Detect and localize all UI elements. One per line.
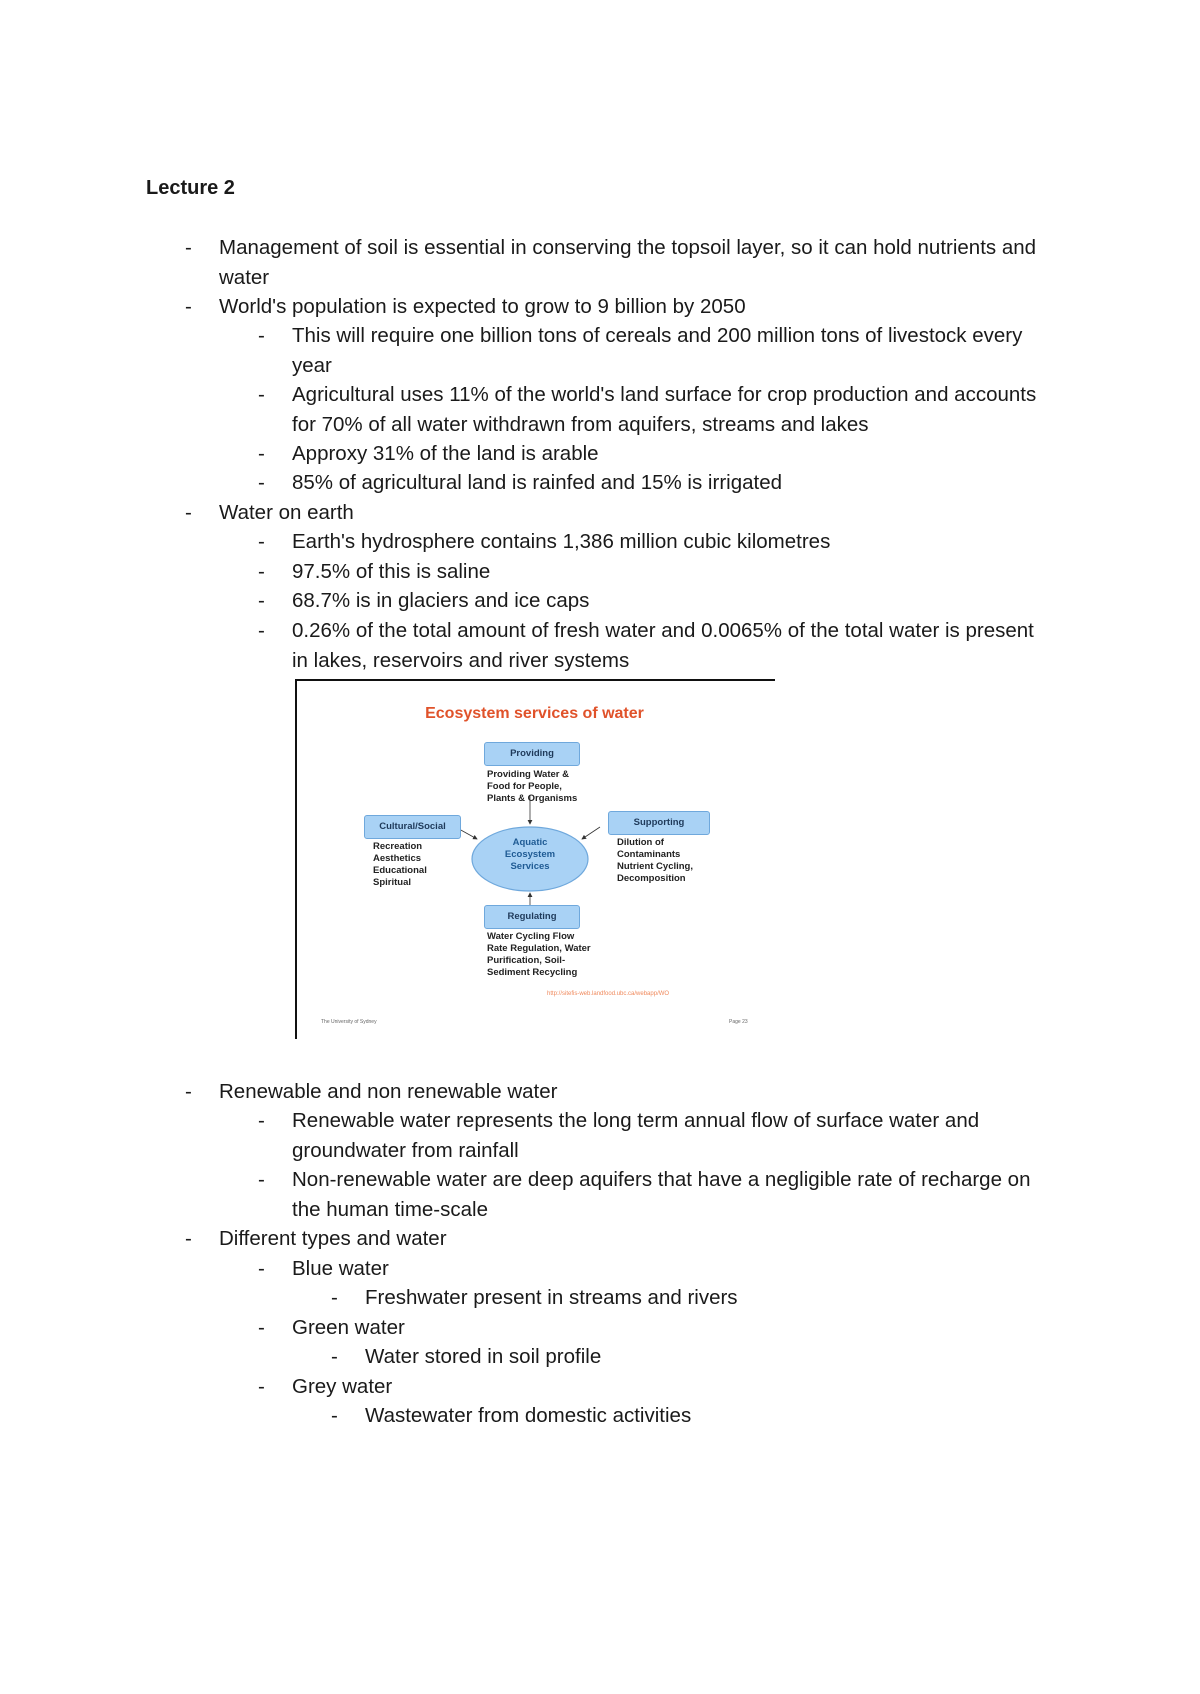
list-item-text: Renewable water represents the long term annual flow of surface water and groundwater from rainfall xyxy=(292,1109,980,1162)
list-item-text: Freshwater present in streams and rivers xyxy=(365,1286,738,1309)
cultural-box: Cultural/Social xyxy=(364,815,461,839)
bullet-dash: - xyxy=(258,1109,265,1132)
list-item-text: Earth's hydrosphere contains 1,386 million cubic kilometres xyxy=(292,530,831,553)
bullet-dash: - xyxy=(258,442,265,465)
list-item-text: Management of soil is essential in conserving the topsoil layer, so it can hold nutrients and water xyxy=(219,236,1037,289)
bullet-dash: - xyxy=(258,1257,265,1280)
regulating-text: Water Cycling Flow Rate Regulation, Water Purification, Soil- Sediment Recycling xyxy=(487,931,591,978)
sub-sub-list-item xyxy=(331,1401,1065,1431)
regulating-box: Regulating xyxy=(484,905,580,929)
list-item-text: Green water xyxy=(292,1316,405,1339)
sub-list-item xyxy=(258,616,1052,675)
sub-list-item xyxy=(258,1106,1052,1165)
sub-sub-list-item xyxy=(331,1283,1065,1313)
list-item-text: Water stored in soil profile xyxy=(365,1345,602,1368)
list-item xyxy=(185,292,1039,322)
list-item-text: Approxy 31% of the land is arable xyxy=(292,442,599,465)
bullet-dash: - xyxy=(258,383,265,406)
sub-list-item xyxy=(258,1165,1052,1224)
bullet-dash: - xyxy=(331,1404,338,1427)
list-item-text: 85% of agricultural land is rainfed and 15% is irrigated xyxy=(292,471,782,494)
slide-title: Ecosystem services of water xyxy=(425,705,644,722)
sub-list-item xyxy=(258,380,1052,439)
list-item xyxy=(185,233,1039,292)
list-item-text: Grey water xyxy=(292,1375,393,1398)
slide-footer-left: The University of Sydney xyxy=(321,1019,377,1025)
supporting-text: Dilution of Contaminants Nutrient Cycling, Decomposition xyxy=(617,837,694,884)
bullet-dash: - xyxy=(185,1227,192,1250)
bullet-dash: - xyxy=(258,1375,265,1398)
bullet-dash: - xyxy=(258,324,265,347)
list-item-text: Agricultural uses 11% of the world's land surface for crop production and accounts for 70% of all water withdrawn from aquifers, streams and lakes xyxy=(292,383,1037,436)
list-item xyxy=(185,1077,1039,1107)
sub-list-item xyxy=(258,557,1052,587)
list-item-text: Water on earth xyxy=(219,501,354,524)
bullet-dash: - xyxy=(258,1168,265,1191)
bullet-dash: - xyxy=(185,295,192,318)
sub-list-item xyxy=(258,439,1052,469)
bullet-dash: - xyxy=(258,471,265,494)
providing-text: Providing Water & Food for People, Plants & Organisms xyxy=(487,769,578,804)
sub-list-item xyxy=(258,1313,1052,1343)
sub-list-item xyxy=(258,586,1052,616)
list-item-text: This will require one billion tons of cereals and 200 million tons of livestock every year xyxy=(292,324,1023,377)
list-item xyxy=(185,1224,1039,1254)
page-title: Lecture 2 xyxy=(146,177,235,199)
bullet-dash: - xyxy=(258,589,265,612)
bullet-dash: - xyxy=(185,1080,192,1103)
list-item-text: 68.7% is in glaciers and ice caps xyxy=(292,589,590,612)
supporting-box: Supporting xyxy=(608,811,710,835)
list-item-text: Renewable and non renewable water xyxy=(219,1080,558,1103)
list-item-text: Non-renewable water are deep aquifers that have a negligible rate of recharge on the human time-scale xyxy=(292,1168,1031,1221)
cultural-text: Recreation Aesthetics Educational Spiritual xyxy=(373,841,427,888)
list-item-text: Different types and water xyxy=(219,1227,447,1250)
list-item-text: Wastewater from domestic activities xyxy=(365,1404,692,1427)
sub-list-item xyxy=(258,1372,1052,1402)
sub-list-item xyxy=(258,468,1052,498)
list-item-text: World's population is expected to grow to 9 billion by 2050 xyxy=(219,295,746,318)
bullet-dash: - xyxy=(258,1316,265,1339)
list-item xyxy=(185,498,1039,528)
list-item-text: 97.5% of this is saline xyxy=(292,560,491,583)
bullet-dash: - xyxy=(331,1345,338,1368)
sub-list-item xyxy=(258,1254,1052,1284)
bullet-dash: - xyxy=(258,530,265,553)
bullet-dash: - xyxy=(185,501,192,524)
providing-box: Providing xyxy=(484,742,580,766)
bullet-dash: - xyxy=(258,619,265,642)
ecosystem-services-figure xyxy=(295,679,775,1039)
sub-list-item xyxy=(258,527,1052,557)
center-label: Aquatic Ecosystem Services xyxy=(504,837,556,872)
sub-list-item xyxy=(258,321,1052,380)
list-item-text: 0.26% of the total amount of fresh water and 0.0065% of the total water is present in lakes, reservoirs and river systems xyxy=(292,619,1034,672)
slide-footer-right: Page 23 xyxy=(729,1019,748,1025)
bullet-dash: - xyxy=(331,1286,338,1309)
source-url: http://sitefis-web.landfood.ubc.ca/webapp/WO xyxy=(547,991,670,997)
bullet-dash: - xyxy=(185,236,192,259)
sub-sub-list-item xyxy=(331,1342,1065,1372)
list-item-text: Blue water xyxy=(292,1257,389,1280)
bullet-dash: - xyxy=(258,560,265,583)
